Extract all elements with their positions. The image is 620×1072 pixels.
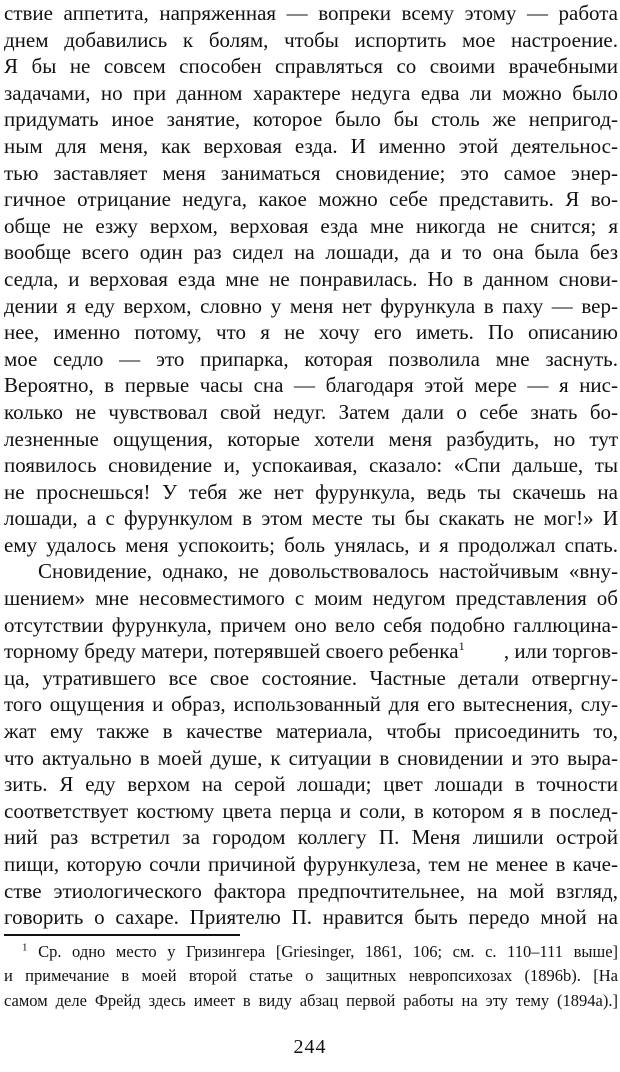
text-line: колько не чувствовал свой недуг. Затем дали о себе знать бо- [4,399,618,424]
text-fragment: , или торгов- [503,639,618,664]
text-line: что актуально в моей душе, к ситуации в сновидении и это выра- [4,745,618,770]
text-line: днем добавились к болям, чтобы испортить мое настроение. [4,27,618,52]
page-number: 244 [293,1036,327,1058]
text-line: ему удалось меня успокоить; боль унялась, и я продолжал спать. [4,532,618,557]
text-line: появилось сновидение и, успокаивая, сказало: «Спи дальше, ты [4,453,618,478]
text-line: не проснешься! У тебя же нет фурункула, ведь ты скачешь на [4,479,618,504]
text-line: лезненные ощущения, которые хотели меня разбудить, но тут [4,426,618,451]
text-line-with-footnote-ref [4,638,618,665]
text-line: того ощущения и образ, использованный для его вытеснения, слу- [4,692,618,717]
footnote-text: Ср. одно место у Гризингера [Griesinger, 1861, 106; см. с. 110–111 выше] [38,942,619,961]
text-line: придумать иное занятие, которое было бы столь же непригод- [4,107,618,132]
footnote-line: самом деле Фрейд здесь имеет в виду абзац первой работы на эту тему (1894a).] [4,990,618,1010]
text-line: ний раз встретил за городом коллегу П. Меня лишили острой [4,825,618,850]
text-line: мое седло — это припарка, которая позволила мне заснуть. [4,346,618,371]
text-line: жат ему также в качестве материала, чтобы присоединить то, [4,719,618,744]
text-line: ствие аппетита, напряженная — вопреки всему этому — работа [4,1,618,25]
text-line: седла, и верховая езда мне не понравилась. Но в данном снови- [4,266,618,291]
text-line: пищи, которую сочли причиной фурункулеза, тем не менее в каче- [4,852,618,876]
text-line: задачами, но при данном характере недуга едва ли можно было [4,80,618,105]
footnote-line: и примечание в моей второй статье о защитных невропсихозах (1896b). [На [4,966,618,986]
paragraph-first-line: Сновидение, однако, не довольствовалось настойчивым «вну- [38,559,618,584]
text-line: тью заставляет меня заниматься сновидение; это самое энер- [4,160,618,185]
text-line: зить. Я еду верхом на серой лошади; цвет лошади в точности [4,772,618,797]
footnote-divider [4,934,240,936]
text-line: Я бы не совсем способен справляться со своими врачебными [4,54,618,79]
text-fragment: торному бреду матери, потерявшей своего ребенка [4,639,459,664]
text-line: говорить о сахаре. Приятелю П. нравится быть передо мной на [4,905,618,930]
text-line: отсутствии фурункула, причем оно вело себя подобно галлюцина- [4,612,618,637]
text-line: лошади, а с фурункулом в этом месте ты бы скакать не мог!» И [4,506,618,531]
text-line: ца, утратившего все свое состояние. Частные детали отвергну- [4,665,618,690]
footnote-line [4,940,618,964]
main-text [4,0,618,931]
text-line: обще не езжу верхом, верховая езда мне никогда не снится; я [4,213,618,238]
text-line: ным для меня, как верховая езда. И именно этой деятельнос- [4,133,618,158]
text-line: соответствует костюму цвета перца и соли, в котором я в послед- [4,798,618,823]
footnote-reference: 1 [458,639,465,654]
text-line: шением» мне несовместимого с моим недугом представления об [4,586,618,611]
text-line: Вероятно, в первые часы сна — благодаря этой мере — я нис- [4,373,618,398]
text-line: гичное отрицание недуга, какое можно себе представить. Я во- [4,187,618,212]
text-line: стве этиологического фактора предпочтительнее, на мой взгляд, [4,878,618,903]
text-line: вообще всего один раз сидел на лошади, да и то она была без [4,240,618,265]
text-line: дении я еду верхом, словно у меня нет фурункула в паху — вер- [4,293,618,318]
footnotes [4,940,618,1013]
footnote-marker: 1 [22,941,28,954]
text-line: нее, именно потому, что я не хочу его иметь. По описанию [4,320,618,345]
